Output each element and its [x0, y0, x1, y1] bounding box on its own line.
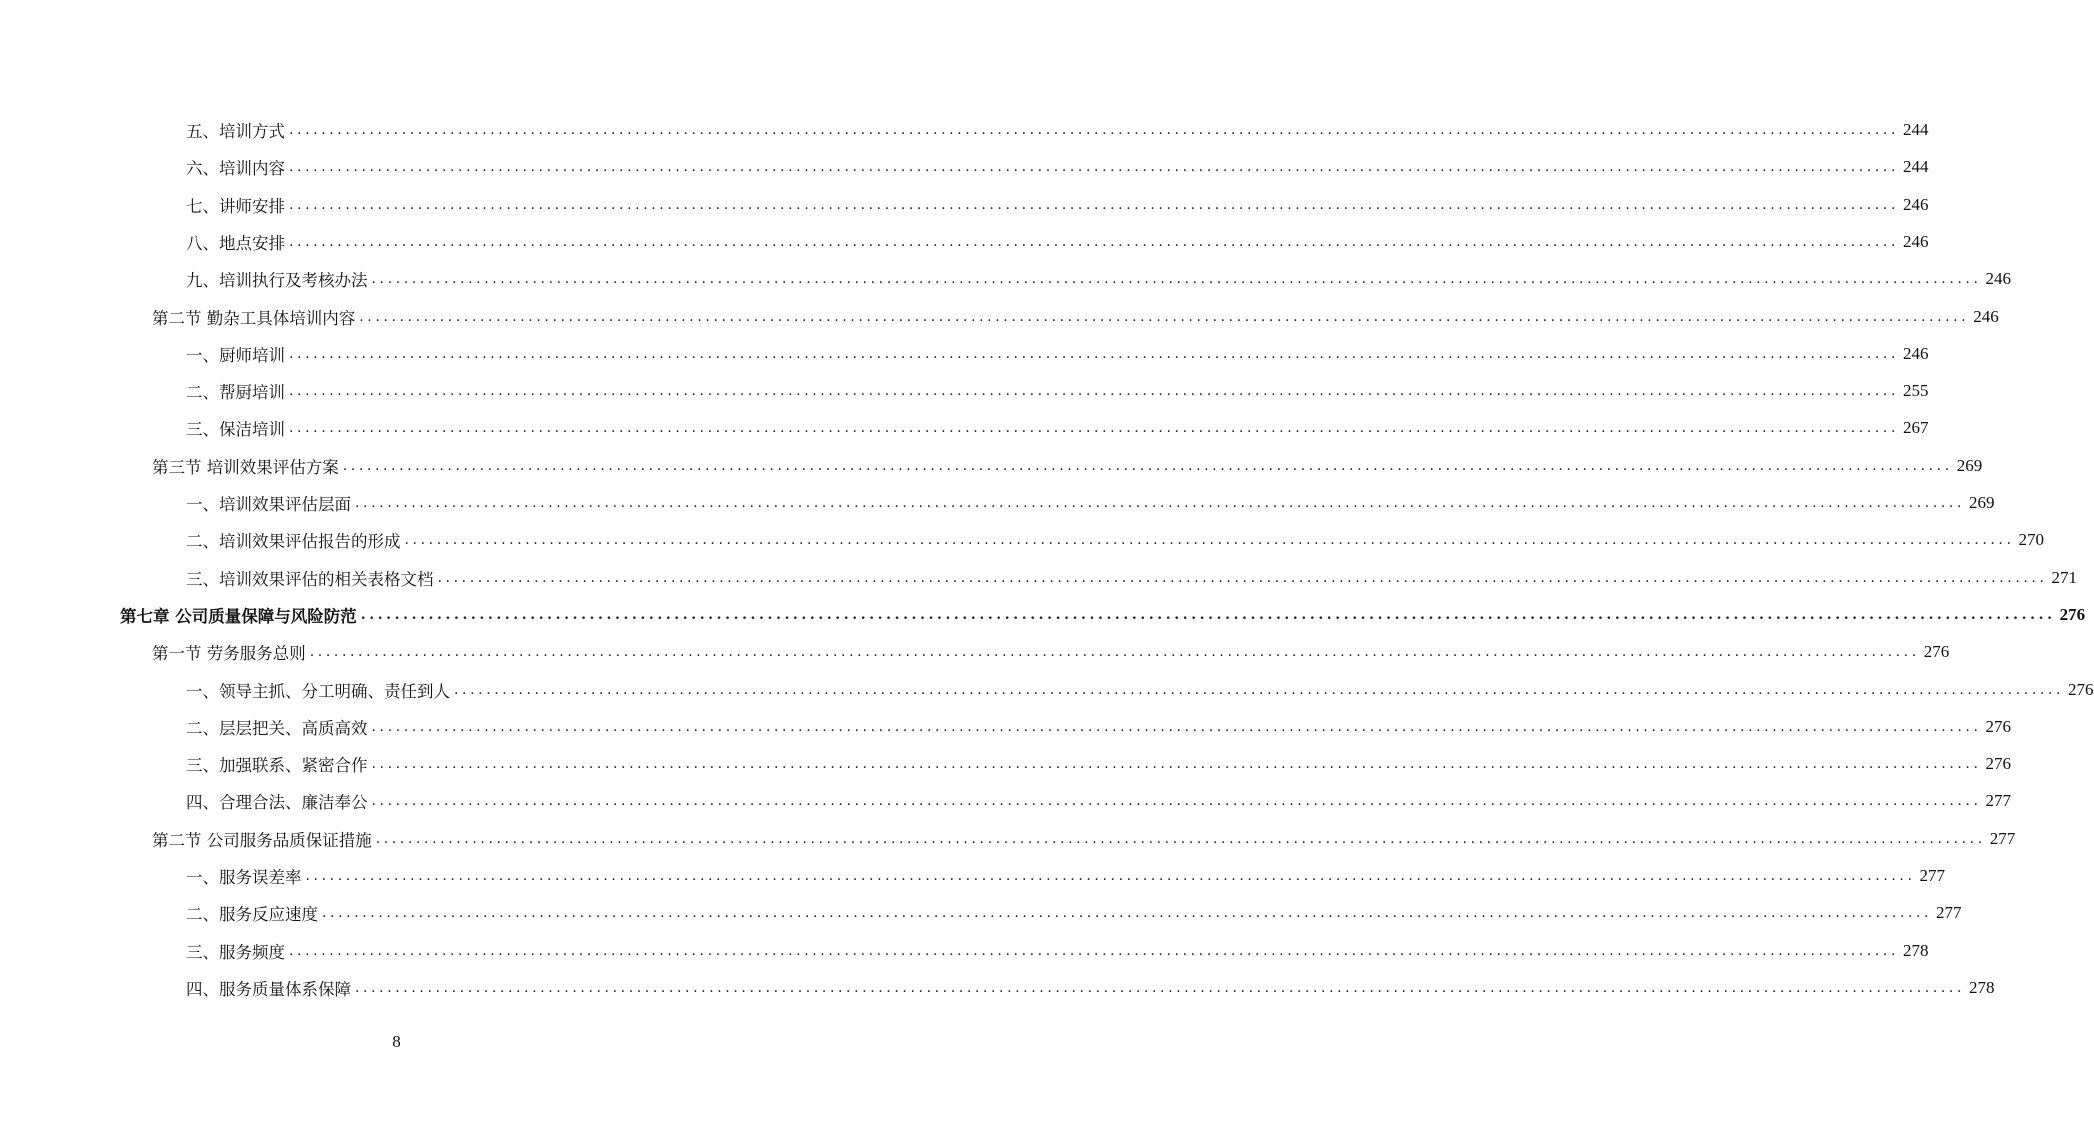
page-number: 8 — [392, 1032, 401, 1051]
toc-entry-page: 277 — [1936, 903, 1962, 923]
toc-entry-page: 277 — [1989, 828, 2016, 848]
toc-entry[interactable] — [186, 528, 2045, 552]
toc-entry-title: 三、服务频度 — [186, 939, 289, 963]
dot-leader: ........................................................................................................................................................................................................ — [371, 756, 1982, 773]
dot-leader: ........................................................................................................................................................................................................ — [289, 345, 1900, 362]
toc-entry-title: 一、领导主抓、分工明确、责任到人 — [186, 678, 454, 702]
toc-entry-title: 一、培训效果评估层面 — [186, 491, 355, 515]
toc-entry-title: 第一节 劳务服务总则 — [152, 640, 310, 664]
toc-entry-title: 二、帮厨培训 — [186, 379, 289, 403]
toc-entry[interactable] — [186, 342, 1929, 366]
dot-leader: ........................................................................................................................................................................................................ — [355, 495, 1966, 511]
toc-entry-page: 246 — [1973, 306, 1999, 326]
toc-entry-title: 二、培训效果评估报告的形成 — [186, 528, 405, 552]
toc-entry-page: 244 — [1903, 157, 1929, 177]
toc-entry-page: 270 — [2018, 530, 2045, 550]
toc-entry-page: 246 — [1903, 343, 1929, 363]
toc-entry-page: 276 — [2068, 679, 2094, 699]
toc-entry-title: 一、厨师培训 — [186, 342, 289, 366]
toc-entry-title: 六、培训内容 — [186, 155, 289, 179]
toc-entry-title: 九、培训执行及考核办法 — [186, 267, 372, 291]
toc-entry-title: 七、讲师安排 — [186, 193, 289, 217]
toc-entry-page: 246 — [1903, 194, 1929, 214]
toc-entry-page: 244 — [1903, 120, 1929, 139]
toc-entry-title: 一、服务误差率 — [186, 864, 306, 888]
toc-entry[interactable] — [186, 155, 1929, 179]
toc-entry-page: 277 — [1985, 791, 2012, 811]
dot-leader: ........................................................................................................................................................................................................ — [289, 942, 1900, 959]
dot-leader: ........................................................................................................................................................................................................ — [289, 196, 1900, 213]
toc-entry[interactable] — [186, 864, 1946, 888]
dot-leader: ........................................................................................................................................................................................................ — [289, 122, 1900, 138]
toc-entry-page: 276 — [1923, 642, 1950, 662]
toc-entry-page: 269 — [1969, 493, 1995, 512]
dot-leader: ........................................................................................................................................................................................................ — [360, 606, 2056, 623]
toc-entry[interactable] — [120, 603, 2086, 627]
toc-entry[interactable] — [186, 491, 1995, 515]
toc-entry[interactable] — [186, 118, 1929, 142]
toc-entry[interactable] — [186, 789, 2012, 813]
toc-entry-title: 三、加强联系、紧密合作 — [186, 752, 372, 776]
dot-leader: ........................................................................................................................................................................................................ — [289, 383, 1900, 400]
toc-entry[interactable] — [186, 939, 1929, 963]
toc-entry-title: 第二节 勤杂工具体培训内容 — [152, 305, 359, 329]
toc-entry-page: 278 — [1969, 977, 1995, 997]
toc-entry[interactable] — [186, 566, 2078, 590]
dot-leader: ........................................................................................................................................................................................................ — [371, 793, 1982, 810]
toc-entry[interactable] — [186, 416, 1929, 440]
toc-entry-page: 277 — [1919, 866, 1946, 885]
toc-entry-page: 246 — [1985, 269, 2012, 289]
toc-entry-title: 二、服务反应速度 — [186, 901, 322, 925]
dot-leader: ........................................................................................................................................................................................................ — [371, 271, 1982, 288]
toc-entry[interactable] — [186, 715, 2012, 739]
toc-entry[interactable] — [186, 752, 2012, 776]
toc-entry[interactable] — [152, 454, 1983, 478]
toc-entry-page: 255 — [1903, 381, 1929, 401]
dot-leader: ........................................................................................................................................................................................................ — [375, 830, 1986, 847]
toc-entry[interactable] — [186, 230, 1929, 254]
toc-entry-title: 第七章 公司质量保障与风险防范 — [120, 603, 361, 627]
dot-leader: ........................................................................................................................................................................................................ — [305, 868, 1916, 884]
toc-entry-title: 四、合理合法、廉洁奉公 — [186, 789, 372, 813]
dot-leader: ........................................................................................................................................................................................................ — [359, 308, 1970, 325]
dot-leader: ........................................................................................................................................................................................................ — [289, 233, 1900, 250]
toc-entry-page: 271 — [2051, 567, 2078, 587]
toc-entry[interactable] — [152, 305, 1999, 329]
toc-entry[interactable] — [186, 901, 1962, 925]
toc-entry-title: 五、培训方式 — [186, 118, 289, 142]
toc-entry[interactable] — [186, 678, 2094, 702]
dot-leader: ........................................................................................................................................................................................................ — [342, 457, 1953, 474]
toc-entry-page: 267 — [1903, 418, 1929, 438]
dot-leader: ........................................................................................................................................................................................................ — [355, 979, 1966, 996]
toc-entry[interactable] — [152, 827, 2016, 851]
toc-entry[interactable] — [186, 976, 1995, 1000]
toc-entry-title: 第二节 公司服务品质保证措施 — [152, 827, 376, 851]
toc-entry-title: 三、培训效果评估的相关表格文档 — [186, 566, 438, 590]
dot-leader: ........................................................................................................................................................................................................ — [371, 718, 1982, 735]
dot-leader: ........................................................................................................................................................................................................ — [404, 532, 2015, 549]
toc-entry[interactable] — [152, 640, 1950, 664]
toc-entry-page: 276 — [2059, 604, 2086, 624]
dot-leader: ........................................................................................................................................................................................................ — [322, 905, 1933, 922]
toc-entry-page: 246 — [1903, 231, 1929, 251]
toc-entry[interactable] — [186, 379, 1929, 403]
toc-entry-page: 269 — [1956, 455, 1983, 475]
dot-leader: ........................................................................................................................................................................................................ — [454, 681, 2065, 698]
toc-entry-title: 八、地点安排 — [186, 230, 289, 254]
dot-leader: ........................................................................................................................................................................................................ — [289, 420, 1900, 437]
dot-leader: ........................................................................................................................................................................................................ — [289, 159, 1900, 176]
toc-entry-title: 四、服务质量体系保障 — [186, 976, 355, 1000]
dot-leader: ........................................................................................................................................................................................................ — [437, 569, 2048, 586]
toc-entry[interactable] — [186, 267, 2012, 291]
toc-entry-page: 276 — [1985, 716, 2012, 736]
toc-entry-title: 三、保洁培训 — [186, 416, 289, 440]
toc-entry-title: 二、层层把关、高质高效 — [186, 715, 372, 739]
toc-entry-page: 278 — [1903, 940, 1929, 960]
dot-leader: ........................................................................................................................................................................................................ — [309, 644, 1920, 661]
toc-entry-title: 第三节 培训效果评估方案 — [152, 454, 343, 478]
toc-entry-page: 276 — [1985, 754, 2012, 774]
toc-entry[interactable] — [186, 193, 1929, 217]
